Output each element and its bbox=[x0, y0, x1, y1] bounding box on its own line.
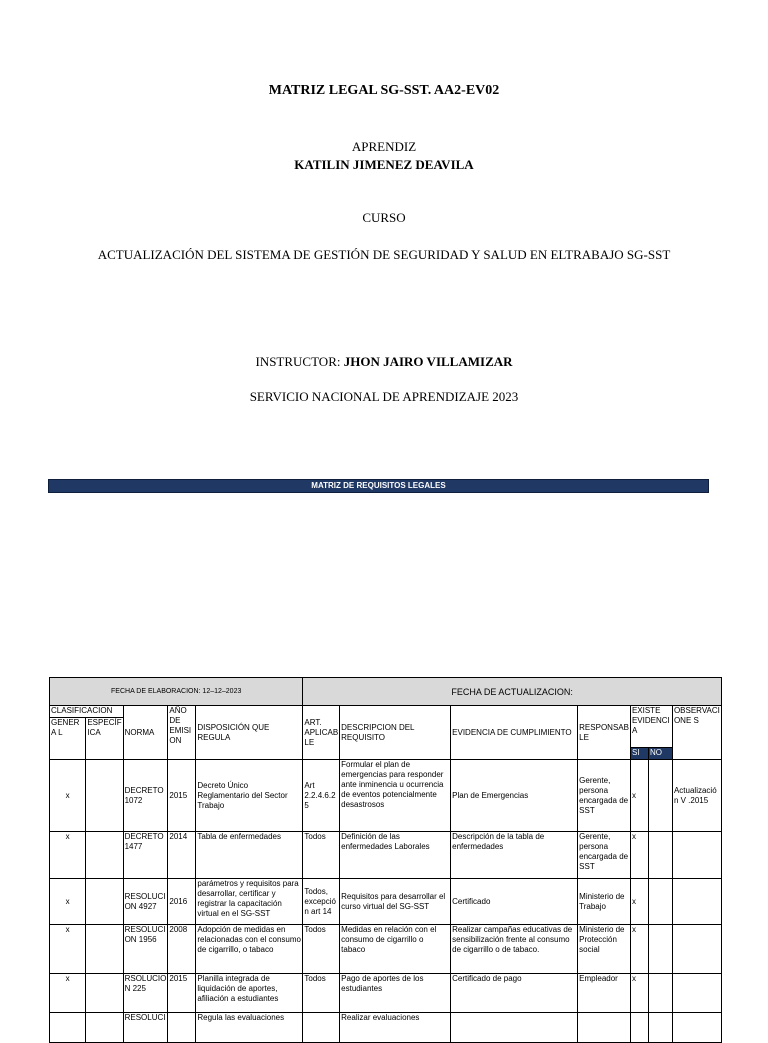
cell-articulo: Todos bbox=[303, 925, 340, 974]
table-row bbox=[50, 925, 722, 974]
cell-especifica bbox=[86, 1013, 123, 1043]
cell-general: x bbox=[50, 879, 86, 925]
cell-especifica bbox=[86, 879, 123, 925]
cell-anio: 2015 bbox=[168, 760, 196, 832]
cell-especifica bbox=[86, 760, 123, 832]
cell-anio: 2008 bbox=[168, 925, 196, 974]
header-observaciones: OBSERVACI ONE S bbox=[672, 706, 721, 760]
cell-disposicion: Planilla integrada de liquidación de aportes, afiliación a estudiantes bbox=[196, 974, 303, 1013]
header-no: NO bbox=[648, 748, 672, 760]
cell-responsable: Gerente, persona encargada de SST bbox=[578, 760, 631, 832]
cell-disposicion: parámetros y requisitos para desarrollar, certificar y registrar la capacitación virtual en el SG-SST bbox=[196, 879, 303, 925]
role-label: APRENDIZ bbox=[351, 139, 417, 154]
cell-responsable: Gerente, persona encargada de SST bbox=[578, 832, 631, 879]
cell-no bbox=[648, 879, 672, 925]
table-row bbox=[50, 832, 722, 879]
cell-norma: RSOLUCIO N 225 bbox=[123, 974, 168, 1013]
table-row bbox=[50, 760, 722, 832]
instructor-line bbox=[0, 354, 768, 370]
cell-descripcion: Pago de aportes de los estudiantes bbox=[340, 974, 451, 1013]
cell-anio: 2016 bbox=[168, 879, 196, 925]
matrix-banner: MATRIZ DE REQUISITOS LEGALES bbox=[48, 479, 709, 493]
cell-especifica bbox=[86, 925, 123, 974]
header-especifica: ESPECÍF ICA bbox=[86, 718, 123, 760]
header-norma: NORMA bbox=[123, 706, 168, 760]
cell-si: x bbox=[630, 879, 648, 925]
cell-no bbox=[648, 1013, 672, 1043]
cell-norma: DECRETO 1477 bbox=[123, 832, 168, 879]
cell-articulo bbox=[303, 1013, 340, 1043]
cell-disposicion: Tabla de enfermedades bbox=[196, 832, 303, 879]
header-anio: AÑO DE EMISI ON bbox=[168, 706, 196, 760]
course-label: CURSO bbox=[362, 210, 406, 225]
cell-descripcion: Medidas en relación con el consumo de cigarrillo o tabaco bbox=[340, 925, 451, 974]
cell-observaciones bbox=[672, 925, 721, 974]
cell-general: x bbox=[50, 832, 86, 879]
header-general: GENERA L bbox=[50, 718, 86, 760]
header-si: SI bbox=[630, 748, 648, 760]
cell-descripcion: Formular el plan de emergencias para responder ante inminencia u ocurrencia de eventos potencialmente desastrosos bbox=[340, 760, 451, 832]
cell-articulo: Todos bbox=[303, 974, 340, 1013]
cell-disposicion: Decreto Único Reglamentario del Sector Trabajo bbox=[196, 760, 303, 832]
fecha-actualizacion: FECHA DE ACTUALIZACION: bbox=[303, 678, 722, 706]
header-descripcion: DESCRIPCION DEL REQUISITO bbox=[340, 706, 451, 760]
cell-general: x bbox=[50, 760, 86, 832]
cell-evidencia: Descripción de la tabla de enfermedades bbox=[451, 832, 578, 879]
cell-no bbox=[648, 925, 672, 974]
cell-especifica bbox=[86, 974, 123, 1013]
cell-general: x bbox=[50, 974, 86, 1013]
cell-observaciones: Actualizació n V .2015 bbox=[672, 760, 721, 832]
institution: SERVICIO NACIONAL DE APRENDIZAJE 2023 bbox=[249, 389, 519, 404]
student-name: KATILIN JIMENEZ DEAVILA bbox=[294, 157, 474, 172]
table-row bbox=[50, 1013, 722, 1043]
table-row bbox=[50, 974, 722, 1013]
cell-evidencia: Certificado bbox=[451, 879, 578, 925]
cell-norma: RESOLUCI bbox=[123, 1013, 168, 1043]
cell-responsable: Ministerio de Protección social bbox=[578, 925, 631, 974]
cell-responsable: Ministerio de Trabajo bbox=[578, 879, 631, 925]
cell-norma: RESOLUCI ON 1956 bbox=[123, 925, 168, 974]
cell-disposicion: Regula las evaluaciones bbox=[196, 1013, 303, 1043]
cell-descripcion: Requisitos para desarrollar el curso virtual del SG-SST bbox=[340, 879, 451, 925]
header-articulo: ART. APLICAB LE bbox=[303, 706, 340, 760]
cell-si: x bbox=[630, 974, 648, 1013]
matrix-date-row bbox=[50, 678, 722, 706]
cell-articulo: Todos, excepció n art 14 bbox=[303, 879, 340, 925]
cell-si: x bbox=[630, 832, 648, 879]
cell-disposicion: Adopción de medidas en relacionadas con el consumo de cigarrillo, o tabaco bbox=[196, 925, 303, 974]
cell-descripcion: Definición de las enfermedades Laborales bbox=[340, 832, 451, 879]
matrix-header-row-1 bbox=[50, 706, 722, 718]
header-clasificacion: CLASIFICACION bbox=[50, 706, 124, 718]
cell-responsable bbox=[578, 1013, 631, 1043]
instructor-name: JHON JAIRO VILLAMIZAR bbox=[343, 354, 513, 369]
cell-articulo: Todos bbox=[303, 832, 340, 879]
cell-evidencia: Certificado de pago bbox=[451, 974, 578, 1013]
cell-general bbox=[50, 1013, 86, 1043]
table-row bbox=[50, 879, 722, 925]
cell-anio bbox=[168, 1013, 196, 1043]
cell-observaciones bbox=[672, 879, 721, 925]
cell-evidencia bbox=[451, 1013, 578, 1043]
cell-evidencia: Realizar campañas educativas de sensibilización frente al consumo de cigarrillo o de tabaco. bbox=[451, 925, 578, 974]
header-responsable: RESPONSAB LE bbox=[578, 706, 631, 760]
cell-responsable: Empleador bbox=[578, 974, 631, 1013]
header-disposicion: DISPOSICIÓN QUE REGULA bbox=[196, 706, 303, 760]
cell-si: x bbox=[630, 925, 648, 974]
course-name: ACTUALIZACIÓN DEL SISTEMA DE GESTIÓN DE SEGURIDAD Y SALUD EN ELTRABAJO SG-SST bbox=[97, 247, 671, 262]
cell-no bbox=[648, 832, 672, 879]
cell-evidencia: Plan de Emergencias bbox=[451, 760, 578, 832]
document-title: MATRIZ LEGAL SG-SST. AA2-EV02 bbox=[268, 83, 500, 98]
cell-observaciones bbox=[672, 1013, 721, 1043]
cell-norma: DECRETO 1072 bbox=[123, 760, 168, 832]
cell-no bbox=[648, 760, 672, 832]
cell-si: x bbox=[630, 760, 648, 832]
cell-anio: 2014 bbox=[168, 832, 196, 879]
cell-anio: 2015 bbox=[168, 974, 196, 1013]
instructor-label: INSTRUCTOR: bbox=[255, 354, 341, 369]
fecha-elaboracion: FECHA DE ELABORACION: 12–12–2023 bbox=[50, 678, 303, 706]
cell-norma: RESOLUCI ON 4927 bbox=[123, 879, 168, 925]
cell-general: x bbox=[50, 925, 86, 974]
cell-si bbox=[630, 1013, 648, 1043]
cell-especifica bbox=[86, 832, 123, 879]
cell-no bbox=[648, 974, 672, 1013]
cell-observaciones bbox=[672, 974, 721, 1013]
header-evidencia: EVIDENCIA DE CUMPLIMIENTO bbox=[451, 706, 578, 760]
cell-descripcion: Realizar evaluaciones bbox=[340, 1013, 451, 1043]
cell-observaciones bbox=[672, 832, 721, 879]
cell-articulo: Art 2.2.4.6.2 5 bbox=[303, 760, 340, 832]
legal-matrix-table bbox=[49, 677, 722, 1043]
header-existe-evidencia: EXISTE EVIDENCI A bbox=[630, 706, 672, 748]
